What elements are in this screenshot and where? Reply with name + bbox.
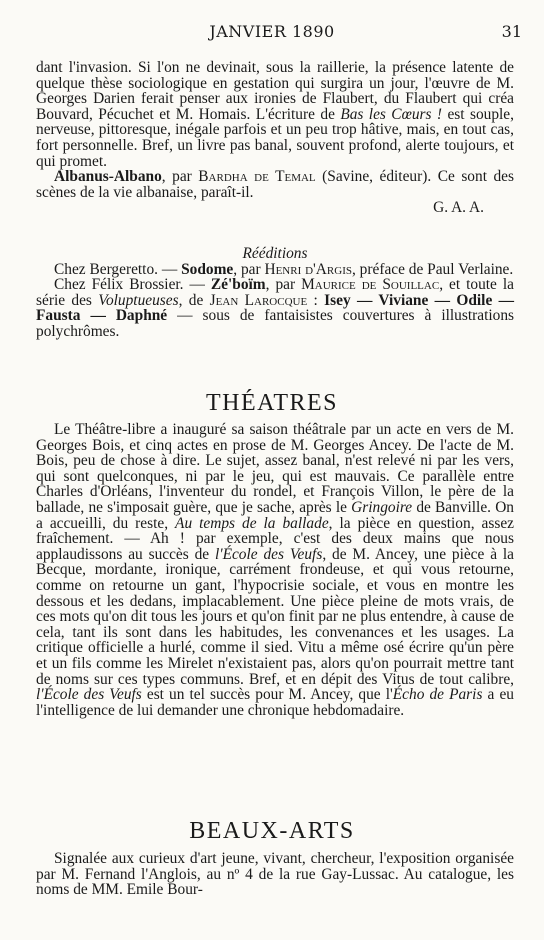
book-title: Sodome (181, 260, 234, 278)
section-subtitle: Rééditions (242, 245, 308, 262)
section-heading-beaux-arts: BEAUX-ARTS (189, 818, 355, 844)
paragraph: Chez Bergeretto. — Sodome, par Henri d'Argis, préface de Paul Verlaine. (54, 260, 514, 278)
series-title: Voluptueuses (98, 291, 179, 309)
book-title: Bas les Cœurs ! (340, 105, 443, 123)
running-header (0, 22, 544, 48)
section-heading-theatres: THÉATRES (206, 390, 338, 416)
theatres-section (36, 422, 514, 718)
play-title: l'École des Veufs (215, 545, 323, 563)
review-continuation (36, 60, 514, 216)
page-number: 31 (501, 22, 522, 41)
signature: G. A. A. (433, 199, 484, 217)
newspaper-title: Écho de Paris (392, 686, 483, 704)
author-name: Maurice de Souillac (301, 276, 440, 294)
book-title: Albanus-Albano (54, 168, 162, 186)
reeditions-section (36, 246, 514, 340)
header-date: JANVIER 1890 (209, 22, 335, 41)
book-titles: Isey — Viviane — Odile — Fausta — Daphné (36, 291, 515, 325)
beaux-arts-section (36, 851, 514, 898)
paragraph: Albanus-Albano, par Bardha de Temal (Savine, éditeur). Ce sont des scènes de la vie albanaise, paraît-il. (36, 168, 514, 201)
author-name: Henri d'Argis (264, 260, 352, 278)
paragraph: Le Théâtre-libre a inauguré sa saison théâtrale par un acte en vers de M. Georges Bois, et cinq actes en prose de M. Georges Ancey. De l'acte de M. Bois, peu de chose à dire. Le sujet, assez banal, n'est relevé ni par les vers, qui sont quelconques, ni par le jeu, qui est mauvais. Ce parallèle entre Charles d'Orléans, l'inventeur du rondel, et François Villon, le père de la ballade, ne s'imposait guère, que je sache, après le Gringoire de Banville. On a accueilli, du reste, Au temps de la ballade, la pièce en question, assez fraîchement. — Ah ! par exemple, c'est des deux mains que nous applaudissons au succès de l'École des Veufs, de M. Ancey, une pièce à la Becque, mordante, ironique, carrément frondeuse, et qui vous retourne, comme on retourne un gant, l'hypocrisie sociale, et vous en montre les dessous et les dedans, implacablement. Une pièce pleine de mots vrais, de ces mots qu'on dit tous les jours et qu'on finit par ne plus entendre, à cause de cela, tant ils sont dans les habitudes, les convenances et les usages. La critique officielle a hurlé, comme il sied. Vitu a même osé écrire qu'un père et un fils comme les Mirelet n'existaient pas, alors qu'on pourrait mettre tant de noms sur ces types communs. Bref, et en dépit des Vitus de tout calibre, l'École des Veufs est un tel succès pour M. Ancey, que l'Écho de Paris a eu l'intelligence de lui demander une chronique hebdomadaire. (36, 421, 515, 719)
paragraph: dant l'invasion. Si l'on ne devinait, sous la raillerie, la présence latente de quelque thèse sociologique en gestation qui surgira un jour, l'œuvre de M. Georges Darien ferait penser aux ironies de Flaubert, du Flaubert qui créa Bouvard, Pécuchet et M. Homais. L'écriture de Bas les Cœurs ! est souple, nerveuse, pittoresque, inégale parfois et un peu trop hâtive, mais, en tout cas, fort personnelle. Bref, un livre pas banal, souvent profond, alerte toujours, et qui promet. (36, 59, 514, 170)
play-title: Au temps de la ballade (175, 514, 329, 532)
paragraph: Signalée aux curieux d'art jeune, vivant, chercheur, l'exposition organisée par M. Fernand l'Anglois, au nº 4 de la rue Gay-Lussac. Au catalogue, les noms de MM. Emile Bour- (36, 850, 514, 899)
author-name: Bardha de Temal (198, 168, 316, 186)
author-name: Jean Larocque (209, 291, 308, 309)
paragraph: Chez Félix Brossier. — Zé'boïm, par Maurice de Souillac, et toute la série des Voluptueuses, de Jean Larocque : Isey — Viviane — Odile — Fausta — Daphné — sous de fantaisistes couvertures à illustrations polychrômes. (36, 276, 515, 340)
play-title: l'École des Veufs (36, 686, 142, 704)
book-title: Zé'boïm (210, 276, 266, 294)
